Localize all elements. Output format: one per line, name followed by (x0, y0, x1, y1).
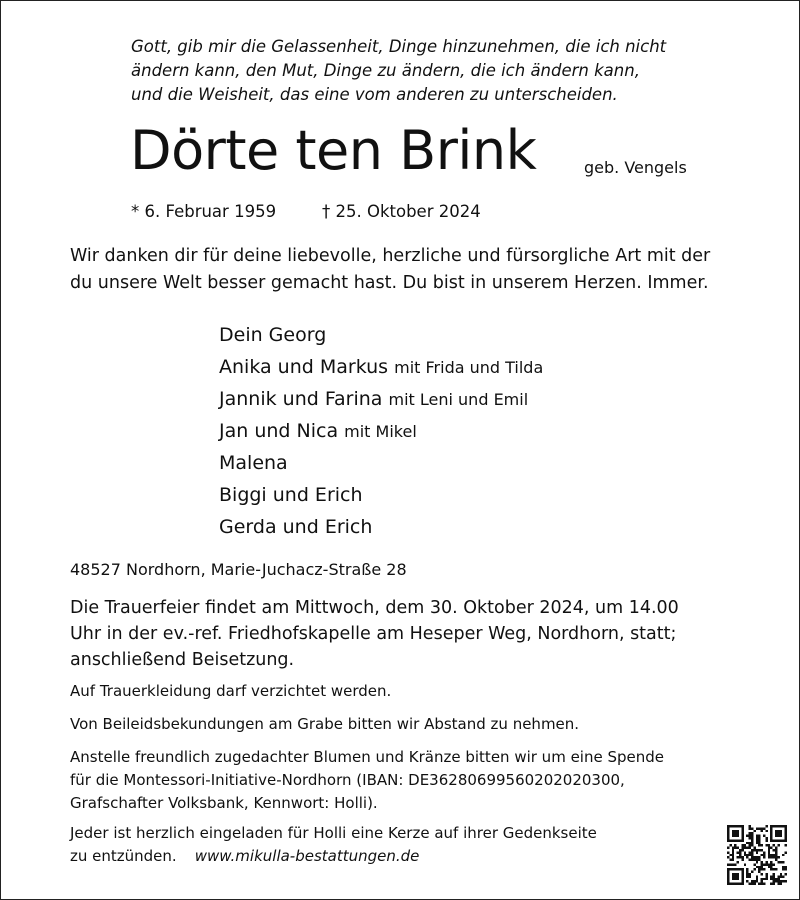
donation-note (70, 746, 664, 815)
candle-line2: zu entzünden. (70, 847, 177, 865)
family-main: Jannik und Farina (219, 388, 383, 410)
family-main: Gerda und Erich (219, 516, 373, 538)
family-main: Anika und Markus (219, 356, 389, 378)
condolence-note (70, 713, 579, 736)
serenity-prayer (131, 35, 666, 107)
clothing-note (70, 680, 391, 703)
candle-note (70, 822, 597, 868)
family-children: mit Leni und Emil (388, 390, 529, 409)
quote-line: ändern kann, den Mut, Dinge zu ändern, die ich ändern kann, (131, 61, 640, 80)
family-entry (219, 447, 543, 479)
service-line: anschließend Beisetzung. (70, 650, 295, 670)
quote-line: Gott, gib mir die Gelassenheit, Dinge hinzunehmen, die ich nicht (131, 37, 667, 56)
note-line: Jeder ist herzlich eingeladen für Holli eine Kerze auf ihrer Gedenkseite (70, 824, 597, 842)
service-line: Uhr in der ev.-ref. Friedhofskapelle am Heseper Weg, Nordhorn, statt; (70, 624, 677, 644)
note-line: Von Beileidsbekundungen am Grabe bitten wir Abstand zu nehmen. (70, 715, 580, 733)
family-children: mit Frida und Tilda (394, 358, 544, 377)
note-line: für die Montessori-Initiative-Nordhorn (IBAN: DE36280699560202020300, (70, 771, 625, 789)
service-line: Die Trauerfeier findet am Mittwoch, dem 30. Oktober 2024, um 14.00 (70, 598, 679, 618)
qr-code-icon[interactable] (727, 825, 787, 885)
family-main: Jan und Nica (219, 420, 339, 442)
birth-date: * 6. Februar 1959 (131, 202, 277, 221)
family-main: Malena (219, 452, 288, 474)
note-line: Grafschafter Volksbank, Kennwort: Holli). (70, 794, 378, 812)
family-entry (219, 415, 543, 447)
family-entry (219, 351, 543, 383)
family-children: mit Mikel (344, 422, 417, 441)
family-entry (219, 319, 543, 351)
note-line: Auf Trauerkleidung darf verzichtet werden. (70, 682, 392, 700)
family-entry (219, 383, 543, 415)
thanks-line: Wir danken dir für deine liebevolle, herzliche und fürsorgliche Art mit der (70, 246, 711, 266)
family-main: Dein Georg (219, 324, 327, 346)
death-date: † 25. Oktober 2024 (322, 202, 481, 221)
address: 48527 Nordhorn, Marie-Juchacz-Straße 28 (70, 560, 407, 579)
family-list (219, 319, 543, 543)
thanks-line: du unsere Welt besser gemacht hast. Du bist in unserem Herzen. Immer. (70, 273, 709, 293)
quote-line: und die Weisheit, das eine vom anderen zu unterscheiden. (131, 85, 618, 104)
thanks-text (70, 243, 710, 297)
family-entry (219, 511, 543, 543)
maiden-name: geb. Vengels (584, 158, 687, 177)
note-line (70, 845, 597, 868)
deceased-name: Dörte ten Brink (130, 119, 537, 182)
family-main: Biggi und Erich (219, 484, 363, 506)
funeral-service-info (70, 595, 679, 673)
note-line: Anstelle freundlich zugedachter Blumen und Kränze bitten wir um eine Spende (70, 748, 665, 766)
website-link[interactable]: www.mikulla-bestattungen.de (194, 847, 420, 865)
family-entry (219, 479, 543, 511)
